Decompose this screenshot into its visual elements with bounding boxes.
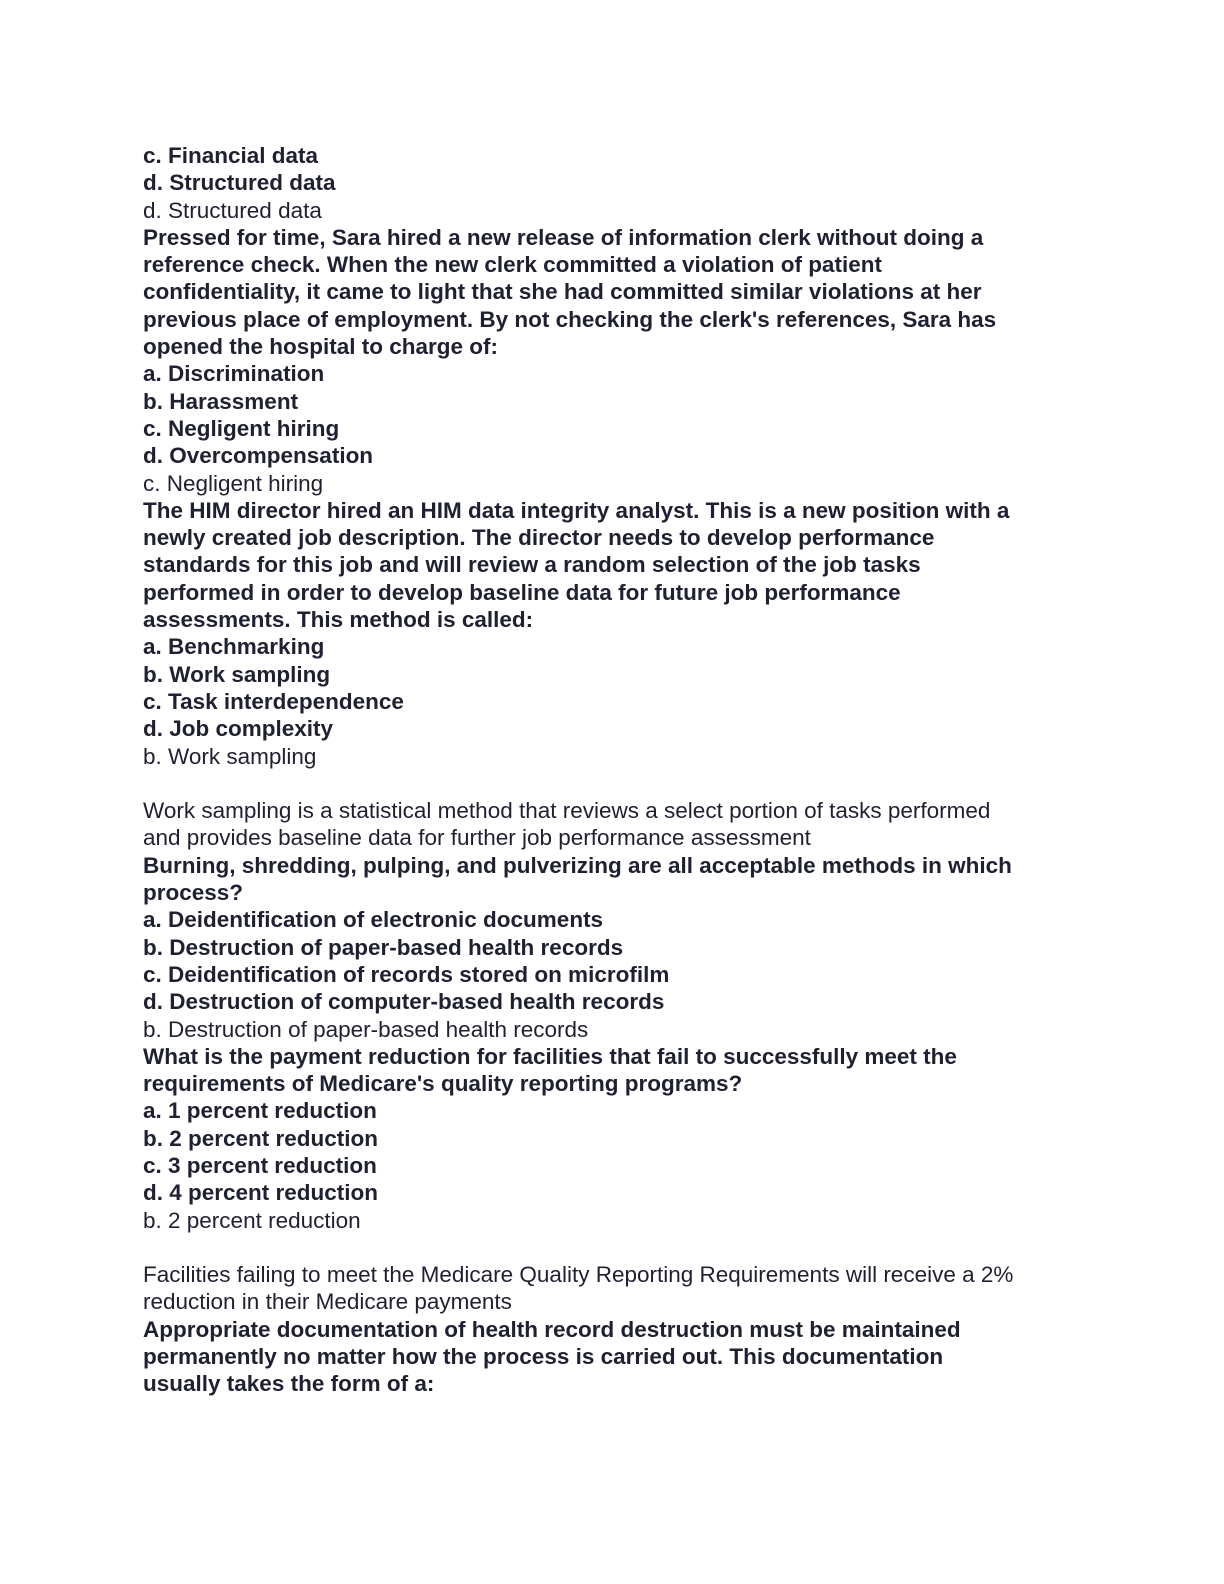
question-text-line: a. Discrimination [143, 361, 325, 387]
answer-text-line: Work sampling is a statistical method that reviews a select portion of tasks performed [143, 798, 991, 824]
question-text-line: d. Destruction of computer-based health records [143, 989, 665, 1015]
question-text-line: a. 1 percent reduction [143, 1098, 377, 1124]
answer-text-line: c. Negligent hiring [143, 470, 324, 496]
question-text-line: requirements of Medicare's quality reporting programs? [143, 1071, 743, 1097]
question-text-line: permanently no matter how the process is carried out. This documentation [143, 1344, 944, 1370]
answer-text-line: b. Work sampling [143, 743, 317, 769]
question-text-line: d. Structured data [143, 170, 336, 196]
question-text-line: c. Financial data [143, 143, 319, 168]
question-text-line: previous place of employment. By not checking the clerk's references, Sara has [143, 306, 997, 332]
blank-line [143, 770, 1078, 797]
question-text-line: d. Overcompensation [143, 443, 374, 469]
question-text-line: confidentiality, it came to light that she had committed similar violations at her [143, 279, 982, 305]
answer-text-line: b. 2 percent reduction [143, 1207, 361, 1233]
question-text-line: assessments. This method is called: [143, 607, 534, 633]
question-text-line: c. Negligent hiring [143, 415, 340, 441]
answer-text-line: Facilities failing to meet the Medicare Quality Reporting Requirements will receive a 2% [143, 1262, 1014, 1288]
question-text-line: b. 2 percent reduction [143, 1125, 379, 1151]
question-text-line: newly created job description. The director needs to develop performance [143, 525, 935, 551]
question-text-line: usually takes the form of a: [143, 1371, 435, 1397]
document-page [143, 142, 1078, 1398]
answer-text-line: and provides baseline data for further job performance assessment [143, 825, 811, 851]
answer-text-line: b. Destruction of paper-based health records [143, 1016, 589, 1042]
question-text-line: c. Task interdependence [143, 688, 404, 714]
question-text-line: b. Harassment [143, 388, 299, 414]
question-text-line: a. Deidentification of electronic documents [143, 907, 604, 933]
question-text-line: standards for this job and will review a random selection of the job tasks [143, 552, 921, 578]
question-text-line: performed in order to develop baseline data for future job performance [143, 579, 901, 605]
answer-text-line: d. Structured data [143, 197, 322, 223]
question-text-line: d. 4 percent reduction [143, 1180, 379, 1206]
question-text-line: Appropriate documentation of health record destruction must be maintained [143, 1316, 961, 1342]
question-text-line: The HIM director hired an HIM data integrity analyst. This is a new position with a [143, 497, 1010, 523]
blank-line [143, 1234, 1078, 1261]
question-text-line: process? [143, 880, 244, 906]
question-text-line: b. Work sampling [143, 661, 331, 687]
question-text-line: b. Destruction of paper-based health records [143, 934, 624, 960]
question-text-line: c. Deidentification of records stored on microfilm [143, 961, 670, 987]
question-text-line: a. Benchmarking [143, 634, 325, 660]
question-text-line: What is the payment reduction for facilities that fail to successfully meet the [143, 1043, 957, 1069]
question-text-line: Burning, shredding, pulping, and pulverizing are all acceptable methods in which [143, 852, 1012, 878]
answer-text-line: reduction in their Medicare payments [143, 1289, 512, 1315]
question-text-line: d. Job complexity [143, 716, 334, 742]
question-text-line: reference check. When the new clerk committed a violation of patient [143, 252, 882, 278]
question-text-line: opened the hospital to charge of: [143, 334, 499, 360]
question-text-line: c. 3 percent reduction [143, 1152, 377, 1178]
question-text-line: Pressed for time, Sara hired a new release of information clerk without doing a [143, 224, 984, 250]
